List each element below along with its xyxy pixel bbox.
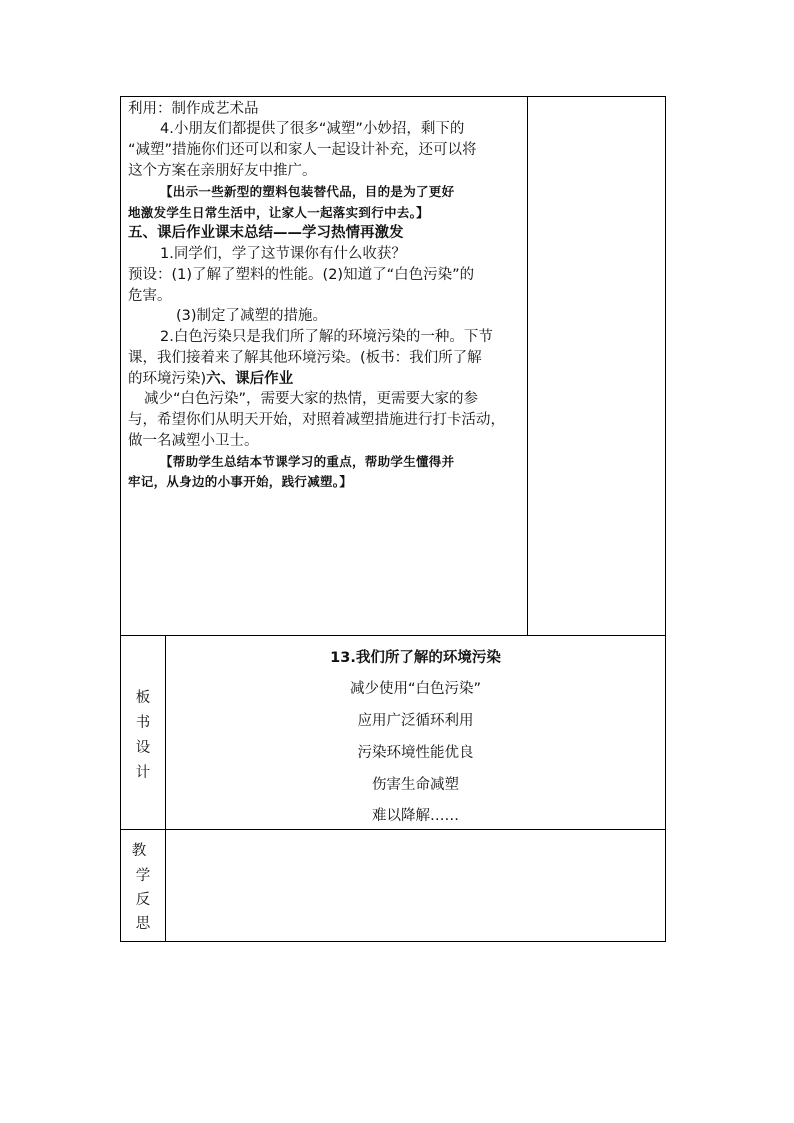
table-border-right — [665, 96, 666, 942]
reflection-label-char: 学 — [135, 868, 151, 884]
reflection-label-char: 反 — [135, 892, 151, 908]
board-line: 应用广泛循环利用 — [357, 713, 474, 729]
board-line: 污染环境性能优良 — [357, 745, 474, 761]
board-line: 难以降解…… — [372, 808, 459, 824]
process-line: 这个方案在亲朋好友中推广。 — [128, 163, 317, 179]
table-rowline-reflection — [120, 829, 666, 830]
board-label-char: 设 — [135, 740, 151, 756]
table-border-bottom — [120, 941, 666, 942]
board-title: 13.我们所了解的环境污染 — [330, 650, 501, 666]
board-label-char: 板 — [135, 690, 151, 706]
question-line: 1.同学们，学了这节课你有什么收获？ — [160, 246, 406, 262]
board-label-char: 书 — [135, 715, 151, 731]
reflection-label-char: 思 — [135, 916, 151, 932]
question-line-end: 的环境污染) — [128, 371, 207, 387]
design-intent-note: 牢记，从身边的小事开始，践行减塑。】 — [128, 474, 353, 489]
board-line: 伤害生命减塑 — [372, 777, 459, 793]
process-line: 利用：制作成艺术品 — [128, 101, 259, 117]
process-line: 4.小朋友们都提供了很多“减塑”小妙招，剩下的 — [160, 121, 465, 137]
board-label-char: 计 — [135, 765, 151, 781]
homework-line: 减少“白色污染”，需要大家的热情，更需要大家的参 — [144, 391, 479, 407]
design-intent-note: 地激发学生日常生活中，让家人一起落实到行中去。】 — [128, 205, 429, 220]
design-intent-note: 【出示一些新型的塑料包装替代品，目的是为了更好 — [160, 184, 455, 199]
preset-line: 预设：(1)了解了塑料的性能。(2)知道了“白色污染”的 — [128, 267, 475, 283]
preset-line: 危害。 — [128, 288, 172, 304]
preset-line: (3)制定了减塑的措施。 — [176, 308, 328, 324]
reflection-label-char: 教 — [131, 843, 147, 859]
section-heading: 六、课后作业 — [206, 371, 294, 387]
homework-line: 与，希望你们从明天开始，对照着减塑措施进行打卡活动， — [128, 412, 505, 428]
question-line: 2.白色污染只是我们所了解的环境污染的一种。下节 — [160, 329, 493, 345]
section-heading: 五、课后作业课末总结——学习热情再激发 — [128, 225, 404, 241]
table-border-top — [120, 96, 666, 97]
homework-line: 做一名减塑小卫士。 — [128, 433, 259, 449]
table-rowline-board — [120, 635, 666, 636]
question-line: 课，我们接着来了解其他环境污染。(板书：我们所了解 — [128, 350, 482, 366]
table-border-left — [120, 96, 121, 942]
board-line: 减少使用“白色污染” — [349, 681, 482, 697]
process-line: “减塑”措施你们还可以和家人一起设计补充，还可以将 — [128, 142, 477, 158]
table-divider-process-side — [527, 96, 528, 636]
design-intent-note: 【帮助学生总结本节课学习的重点，帮助学生懂得并 — [160, 454, 455, 469]
question-line — [128, 369, 293, 389]
